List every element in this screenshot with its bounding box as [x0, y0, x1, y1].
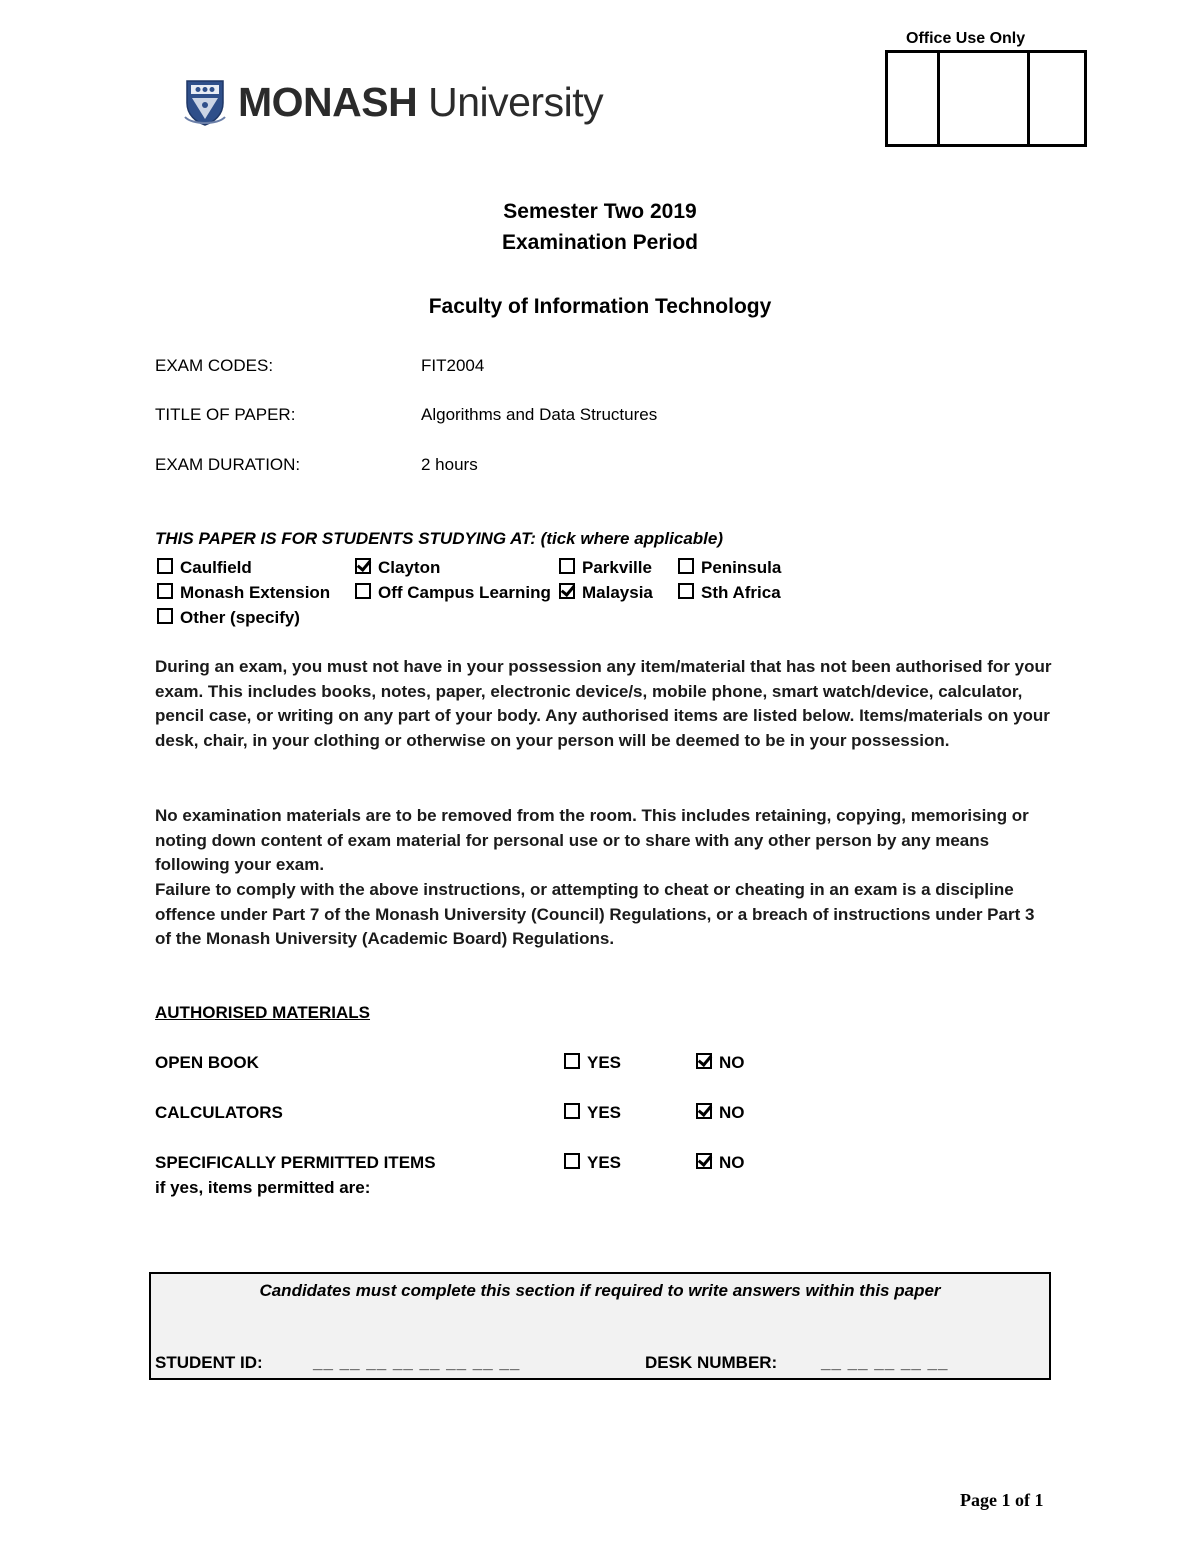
candidate-instruction: Candidates must complete this section if required to write answers within this paper [259, 1281, 941, 1300]
materials-removal-paragraph: No examination materials are to be removed from the room. This includes retaining, copying, memorising or noting down content of exam material for personal use or to share with any other person by any means following your exam. [155, 806, 1029, 875]
authorised-materials-heading: AUTHORISED MATERIALS [155, 1003, 371, 1022]
campus-option-label: Clayton [378, 558, 441, 577]
logo-wordmark [238, 79, 603, 126]
no-label: NO [719, 1053, 745, 1072]
calculators-label: CALCULATORS [155, 1103, 283, 1122]
campus-option-monash-extension[interactable] [157, 583, 330, 603]
checked-checkbox-icon[interactable] [696, 1153, 712, 1169]
office-use-cell [940, 53, 1030, 144]
logo-word-monash: MONASH [238, 78, 418, 125]
student-id-label: STUDENT ID: [155, 1353, 263, 1372]
campus-prompt: THIS PAPER IS FOR STUDENTS STUDYING AT: (tick where applicable) [155, 529, 723, 548]
checkbox-icon[interactable] [157, 583, 173, 599]
yes-label: YES [587, 1053, 622, 1072]
open-book-no[interactable] [696, 1053, 745, 1073]
campus-option-clayton[interactable] [355, 558, 440, 578]
monash-logo [182, 76, 603, 128]
campus-option-label: Caulfield [180, 558, 252, 577]
page-number: Page 1 of 1 [960, 1490, 1044, 1510]
period-heading: Examination Period [501, 231, 699, 254]
campus-option-label: Malaysia [582, 583, 653, 602]
checked-checkbox-icon[interactable] [559, 583, 575, 599]
yes-label: YES [587, 1103, 622, 1122]
campus-option-label: Monash Extension [180, 583, 331, 602]
calculators-no[interactable] [696, 1103, 745, 1123]
exam-duration-label: EXAM DURATION: [155, 455, 301, 474]
checkbox-icon[interactable] [678, 583, 694, 599]
office-use-box [885, 50, 1087, 147]
campus-option-label: Other (specify) [180, 608, 300, 627]
desk-number-field[interactable]: __ __ __ __ __ [821, 1353, 949, 1372]
checkbox-icon[interactable] [157, 558, 173, 574]
open-book-label: OPEN BOOK [155, 1053, 259, 1072]
exam-codes-label: EXAM CODES: [155, 356, 274, 375]
candidate-details-box [149, 1272, 1051, 1380]
checked-checkbox-icon[interactable] [355, 558, 371, 574]
campus-option-malaysia[interactable] [559, 583, 653, 603]
campus-option-off-campus-learning[interactable] [355, 583, 551, 603]
no-label: NO [719, 1103, 745, 1122]
open-book-yes[interactable] [564, 1053, 621, 1073]
campus-option-label: Parkville [582, 558, 652, 577]
no-label: NO [719, 1153, 745, 1172]
desk-number-label: DESK NUMBER: [645, 1353, 778, 1372]
semester-heading: Semester Two 2019 [503, 200, 697, 223]
office-use-cell [888, 53, 940, 144]
campus-option-label: Off Campus Learning [378, 583, 551, 602]
checkbox-icon[interactable] [355, 583, 371, 599]
campus-option-label: Sth Africa [701, 583, 781, 602]
campus-option-other[interactable] [157, 608, 300, 628]
yes-label: YES [587, 1153, 622, 1172]
campus-option-label: Peninsula [701, 558, 782, 577]
exam-codes-value: FIT2004 [421, 356, 485, 375]
campus-option-caulfield[interactable] [157, 558, 252, 578]
possession-rules-paragraph: During an exam, you must not have in your possession any item/material that has not been authorised for your exam. This includes books, notes, paper, electronic device/s, mobile phone, smart watch/device, calculator, pencil case, or writing on any part of your body. Any authorised items are listed below. Items/materials on your desk, chair, in your clothing or otherwise on your person will be deemed to be in your possession. [155, 657, 1052, 751]
checkbox-icon[interactable] [157, 608, 173, 624]
checkbox-icon[interactable] [564, 1153, 580, 1169]
logo-word-university: University [417, 78, 604, 125]
permitted-items-yes[interactable] [564, 1153, 621, 1173]
checkbox-icon[interactable] [559, 558, 575, 574]
checked-checkbox-icon[interactable] [696, 1103, 712, 1119]
checkbox-icon[interactable] [564, 1103, 580, 1119]
permitted-items-note: if yes, items permitted are: [155, 1178, 371, 1197]
faculty-heading: Faculty of Information Technology [428, 295, 772, 318]
campus-option-parkville[interactable] [559, 558, 652, 578]
campus-option-peninsula[interactable] [678, 558, 781, 578]
office-use-cell [1030, 53, 1084, 144]
title-of-paper-value: Algorithms and Data Structures [421, 405, 658, 424]
checkbox-icon[interactable] [678, 558, 694, 574]
student-id-field[interactable]: __ __ __ __ __ __ __ __ [313, 1353, 521, 1372]
title-of-paper-label: TITLE OF PAPER: [155, 405, 296, 424]
calculators-yes[interactable] [564, 1103, 621, 1123]
campus-option-sth-africa[interactable] [678, 583, 781, 603]
office-use-label: Office Use Only [906, 30, 1026, 47]
discipline-offence-paragraph: Failure to comply with the above instructions, or attempting to cheat or cheating in an exam is a discipline offence under Part 7 of the Monash University (Council) Regulations, or a breach of instructions under Part 3 of the Monash University (Academic Board) Regulations. [155, 880, 1035, 949]
checkbox-icon[interactable] [564, 1053, 580, 1069]
permitted-items-label: SPECIFICALLY PERMITTED ITEMS [155, 1153, 436, 1172]
permitted-items-no[interactable] [696, 1153, 745, 1173]
monash-crest-icon [182, 77, 228, 127]
exam-duration-value: 2 hours [421, 455, 478, 474]
checked-checkbox-icon[interactable] [696, 1053, 712, 1069]
